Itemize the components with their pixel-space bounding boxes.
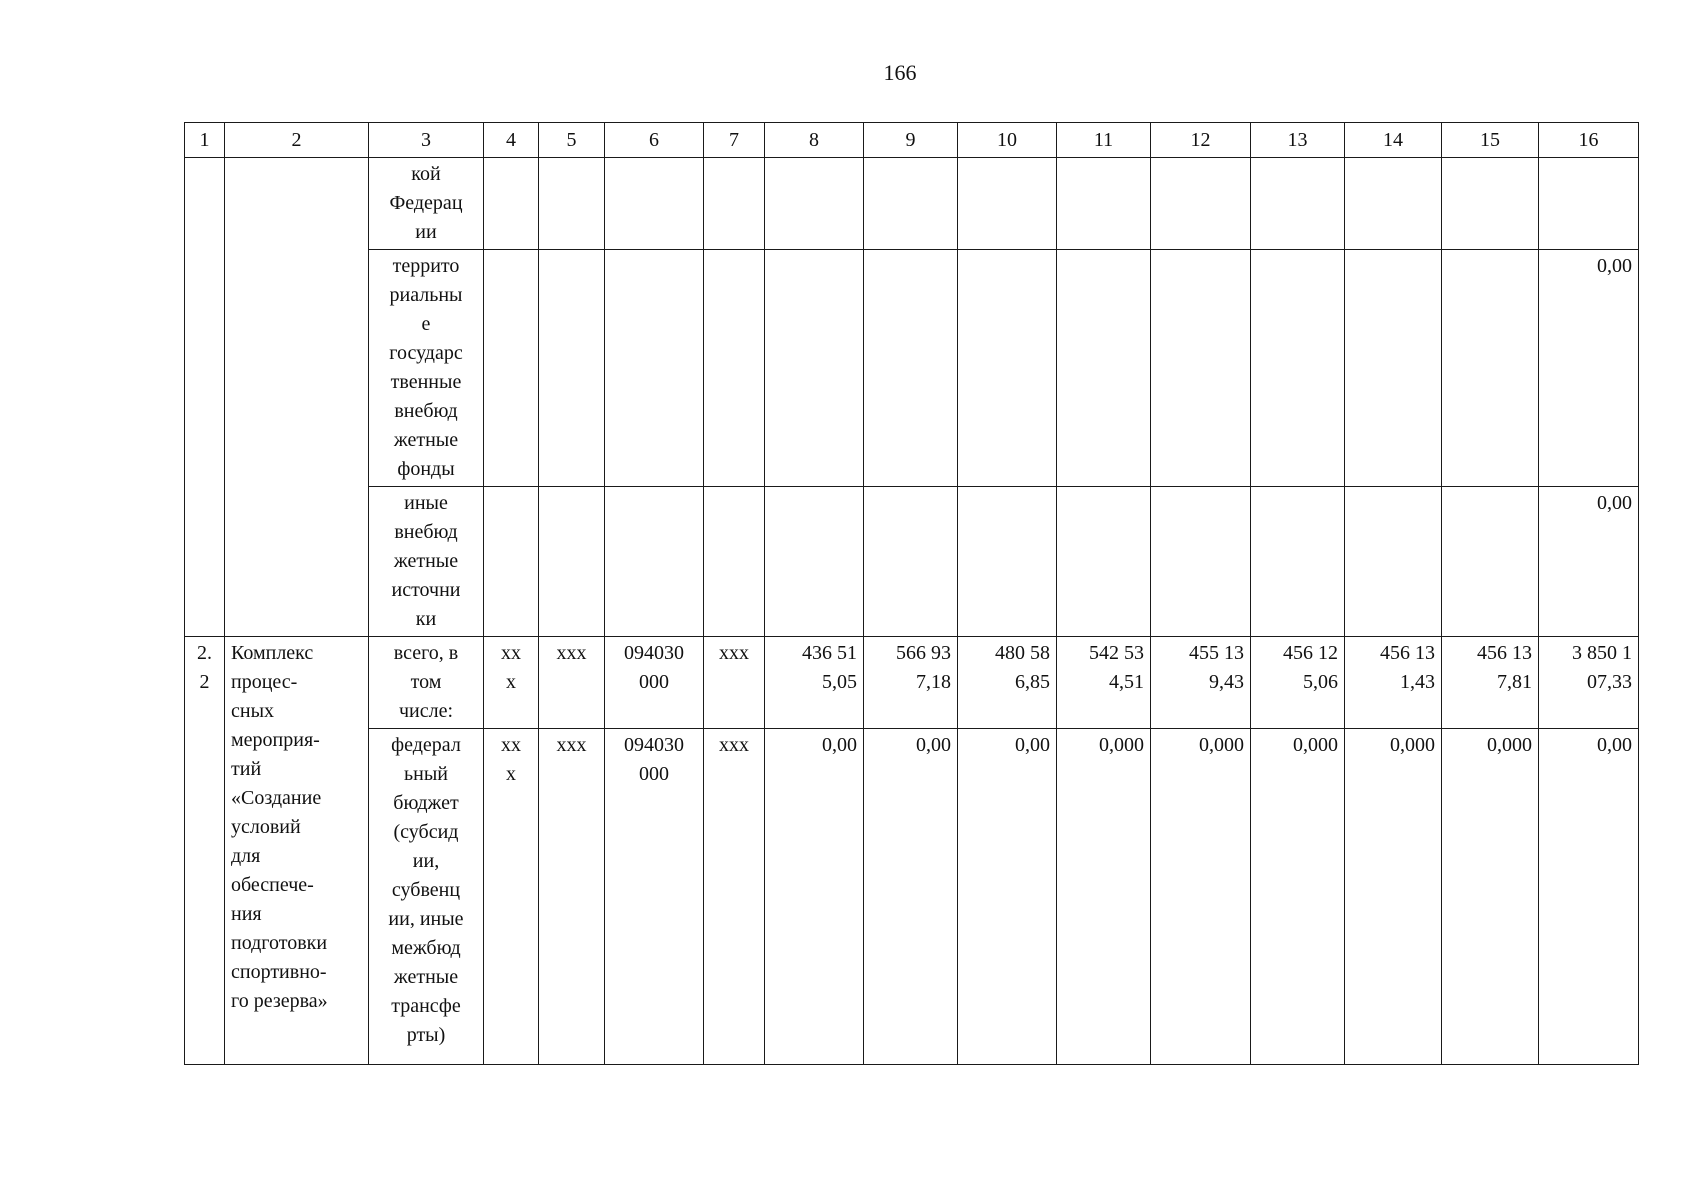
total-value-cell: 0,00 (1539, 487, 1639, 637)
table-cell (864, 158, 958, 250)
value-cell: 0,00 (765, 729, 864, 1065)
table-row (185, 250, 1639, 487)
header-cell: 1 (185, 123, 225, 158)
table-cell (864, 487, 958, 637)
table-cell (484, 487, 539, 637)
table-cell (1151, 487, 1251, 637)
value-cell: 0,000 (1251, 729, 1345, 1065)
header-cell: 15 (1442, 123, 1539, 158)
header-cell: 11 (1057, 123, 1151, 158)
header-cell: 16 (1539, 123, 1639, 158)
header-cell: 14 (1345, 123, 1442, 158)
table-cell (958, 250, 1057, 487)
table-cell (704, 158, 765, 250)
value-cell: 0,00 (958, 729, 1057, 1065)
table-row (185, 637, 1639, 729)
table-cell (958, 487, 1057, 637)
funding-source-cell: федерал ьный бюджет (субсид ии, субвенц ии, иные межбюд жетные трансфе рты) (369, 729, 484, 1065)
table-cell (958, 158, 1057, 250)
funding-source-cell: всего, в том числе: (369, 637, 484, 729)
total-value-cell: 0,00 (1539, 250, 1639, 487)
budget-table (184, 122, 1639, 1065)
table-cell (1057, 158, 1151, 250)
funding-source-cell: террито риальны е государс твенные внебюд жетные фонды (369, 250, 484, 487)
table-row (185, 487, 1639, 637)
table-cell (1442, 158, 1539, 250)
total-value-cell: 3 850 1 07,33 (1539, 637, 1639, 729)
header-cell: 6 (605, 123, 704, 158)
table-cell (1442, 487, 1539, 637)
value-cell: 0,00 (864, 729, 958, 1065)
value-cell: 542 53 4,51 (1057, 637, 1151, 729)
header-cell: 9 (864, 123, 958, 158)
page-number: 166 (883, 60, 917, 85)
table-cell (765, 250, 864, 487)
value-cell: 566 93 7,18 (864, 637, 958, 729)
table-cell (605, 158, 704, 250)
table-cell (484, 250, 539, 487)
value-cell: 0,000 (1345, 729, 1442, 1065)
value-cell: 456 12 5,06 (1251, 637, 1345, 729)
table-cell (1151, 158, 1251, 250)
header-cell: 3 (369, 123, 484, 158)
code-cell: хх х (484, 729, 539, 1065)
code-cell: ххх (704, 729, 765, 1065)
table-cell (1442, 250, 1539, 487)
header-cell: 8 (765, 123, 864, 158)
header-cell: 7 (704, 123, 765, 158)
total-value-cell: 0,00 (1539, 729, 1639, 1065)
value-cell: 456 13 7,81 (1442, 637, 1539, 729)
code-cell: 094030 000 (605, 637, 704, 729)
item-name-cell-empty (225, 158, 369, 637)
header-cell: 12 (1151, 123, 1251, 158)
code-cell: хх х (484, 637, 539, 729)
table-cell (1251, 250, 1345, 487)
item-number-cell-empty (185, 158, 225, 637)
table-cell (1057, 487, 1151, 637)
table-cell (539, 487, 605, 637)
table-cell (1345, 487, 1442, 637)
header-cell: 4 (484, 123, 539, 158)
table-cell (484, 158, 539, 250)
header-cell: 2 (225, 123, 369, 158)
code-cell: 094030 000 (605, 729, 704, 1065)
code-cell: ххх (704, 637, 765, 729)
code-cell: ххх (539, 637, 605, 729)
header-cell: 10 (958, 123, 1057, 158)
header-cell: 13 (1251, 123, 1345, 158)
table-cell (864, 250, 958, 487)
value-cell: 456 13 1,43 (1345, 637, 1442, 729)
table-cell (1057, 250, 1151, 487)
table-cell (605, 250, 704, 487)
funding-source-cell: иные внебюд жетные источни ки (369, 487, 484, 637)
code-cell: ххх (539, 729, 605, 1065)
value-cell: 455 13 9,43 (1151, 637, 1251, 729)
table-cell (539, 250, 605, 487)
table-cell (765, 158, 864, 250)
table-row (185, 729, 1639, 1065)
value-cell: 0,000 (1057, 729, 1151, 1065)
value-cell: 436 51 5,05 (765, 637, 864, 729)
table-cell (704, 250, 765, 487)
table-cell (1345, 250, 1442, 487)
table-cell (1251, 487, 1345, 637)
table-cell (605, 487, 704, 637)
total-value-cell (1539, 158, 1639, 250)
item-number-cell: 2. 2 (185, 637, 225, 1065)
item-name-cell: Комплекс процес- сных мероприя- тий «Создание условий для обеспече- ния подготовки спортивно- го резерва» (225, 637, 369, 1065)
column-number-row (185, 123, 1639, 158)
table-cell (765, 487, 864, 637)
table-cell (1345, 158, 1442, 250)
table-cell (1151, 250, 1251, 487)
table-cell (539, 158, 605, 250)
table-row (185, 158, 1639, 250)
value-cell: 0,000 (1442, 729, 1539, 1065)
table-cell (1251, 158, 1345, 250)
header-cell: 5 (539, 123, 605, 158)
value-cell: 0,000 (1151, 729, 1251, 1065)
table-cell (704, 487, 765, 637)
funding-source-cell: кой Федерац ии (369, 158, 484, 250)
value-cell: 480 58 6,85 (958, 637, 1057, 729)
